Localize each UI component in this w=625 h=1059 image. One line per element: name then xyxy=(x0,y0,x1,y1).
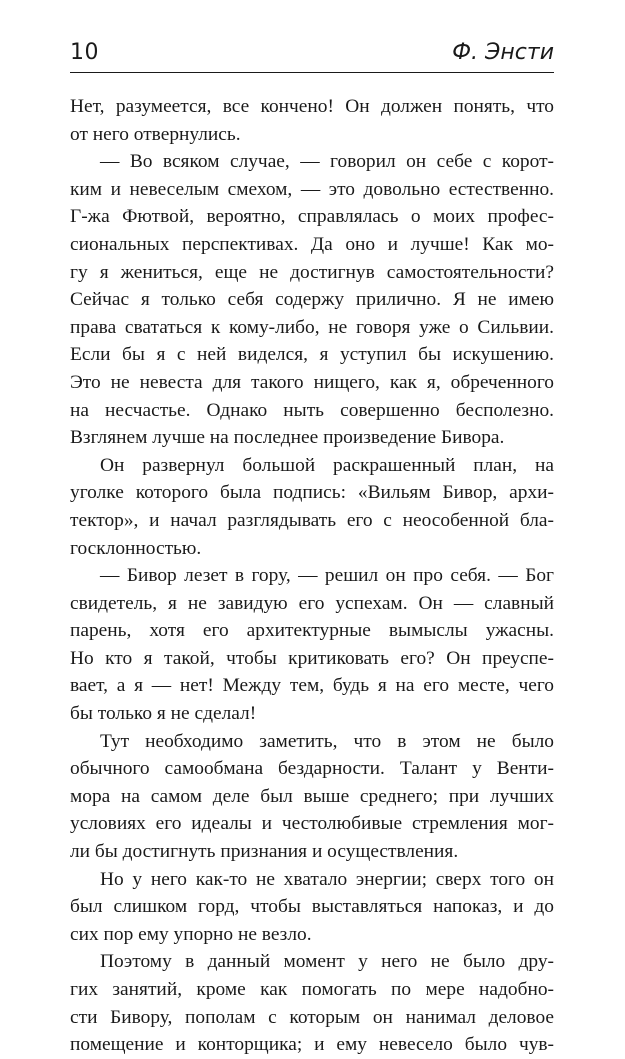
page-number: 10 xyxy=(70,40,99,65)
text-line: на несчастье. Однако ныть совершенно бесполезно. xyxy=(70,399,554,421)
text-line: был слишком горд, чтобы выставляться напоказ, и до xyxy=(70,896,554,918)
running-header xyxy=(70,34,554,74)
text-line: Он развернул большой раскрашенный план, на xyxy=(100,454,554,476)
text-line: вает, а я — нет! Между тем, будь я на его месте, чего xyxy=(70,675,554,697)
text-line: условиях его идеалы и честолюбивые стремления мог- xyxy=(70,813,554,835)
text-line: госклонностью. xyxy=(70,537,202,559)
text-line: свидетель, я не завидую его успехам. Он — славный xyxy=(70,592,554,614)
text-line: Тут необходимо заметить, что в этом не было xyxy=(100,730,554,752)
text-line: Если бы я с ней виделся, я уступил бы искушению. xyxy=(70,344,554,366)
text-line: обычного самообмана бездарности. Талант у Венти- xyxy=(70,758,554,780)
text-line: — Во всяком случае, — говорил он себе с корот- xyxy=(100,151,554,173)
header-rule xyxy=(70,72,554,73)
running-title: Ф. Энсти xyxy=(452,40,554,65)
text-line: — Бивор лезет в гору, — решил он про себя. — Бог xyxy=(100,565,554,587)
text-line: помещение и конторщика; и ему невесело было чув- xyxy=(70,1034,554,1056)
body-text xyxy=(70,93,554,1059)
text-line: уголке которого была подпись: «Вильям Бивор, архи- xyxy=(70,482,554,504)
text-line: сиональных перспективах. Да оно и лучше! Как мо- xyxy=(70,233,554,255)
text-line: сих пор ему упорно не везло. xyxy=(70,923,312,945)
text-line: Нет, разумеется, все кончено! Он должен понять, что xyxy=(70,96,554,117)
text-line: ли бы достигнуть признания и осуществления. xyxy=(70,841,459,863)
text-line: Но кто я такой, чтобы критиковать его? Он преуспе- xyxy=(70,647,554,669)
text-line: ким и невеселым смехом, — это довольно естественно. xyxy=(70,178,554,200)
text-line: права свататься к кому-либо, не говоря уже о Сильвии. xyxy=(70,316,554,338)
text-line: тектор», и начал разглядывать его с неособенной бла- xyxy=(70,509,554,531)
text-line: Это не невеста для такого нищего, как я, обреченного xyxy=(70,371,554,393)
text-line: Но у него как-то не хватало энергии; сверх того он xyxy=(100,868,554,890)
text-line: от него отвернулись. xyxy=(70,123,241,145)
text-line: Сейчас я только себя содержу прилично. Я не имею xyxy=(70,289,554,311)
text-line: гу я жениться, еще не достигнув самостоятельности? xyxy=(70,261,554,283)
text-line: парень, хотя его архитектурные вымыслы ужасны. xyxy=(70,620,554,642)
text-line: гих занятий, кроме как помогать по мере надобно- xyxy=(70,979,554,1000)
text-line: мора на самом деле был выше среднего; при лучших xyxy=(70,785,554,807)
text-line: Поэтому в данный момент у него не было дру- xyxy=(100,951,554,973)
text-line: Взглянем лучше на последнее произведение Бивора. xyxy=(70,427,505,449)
text-line: Г-жа Фютвой, вероятно, справлялась о моих профес- xyxy=(70,206,554,228)
text-line: сти Бивору, пополам с которым он нанимал деловое xyxy=(70,1006,554,1028)
text-line: бы только я не сделал! xyxy=(70,703,257,725)
